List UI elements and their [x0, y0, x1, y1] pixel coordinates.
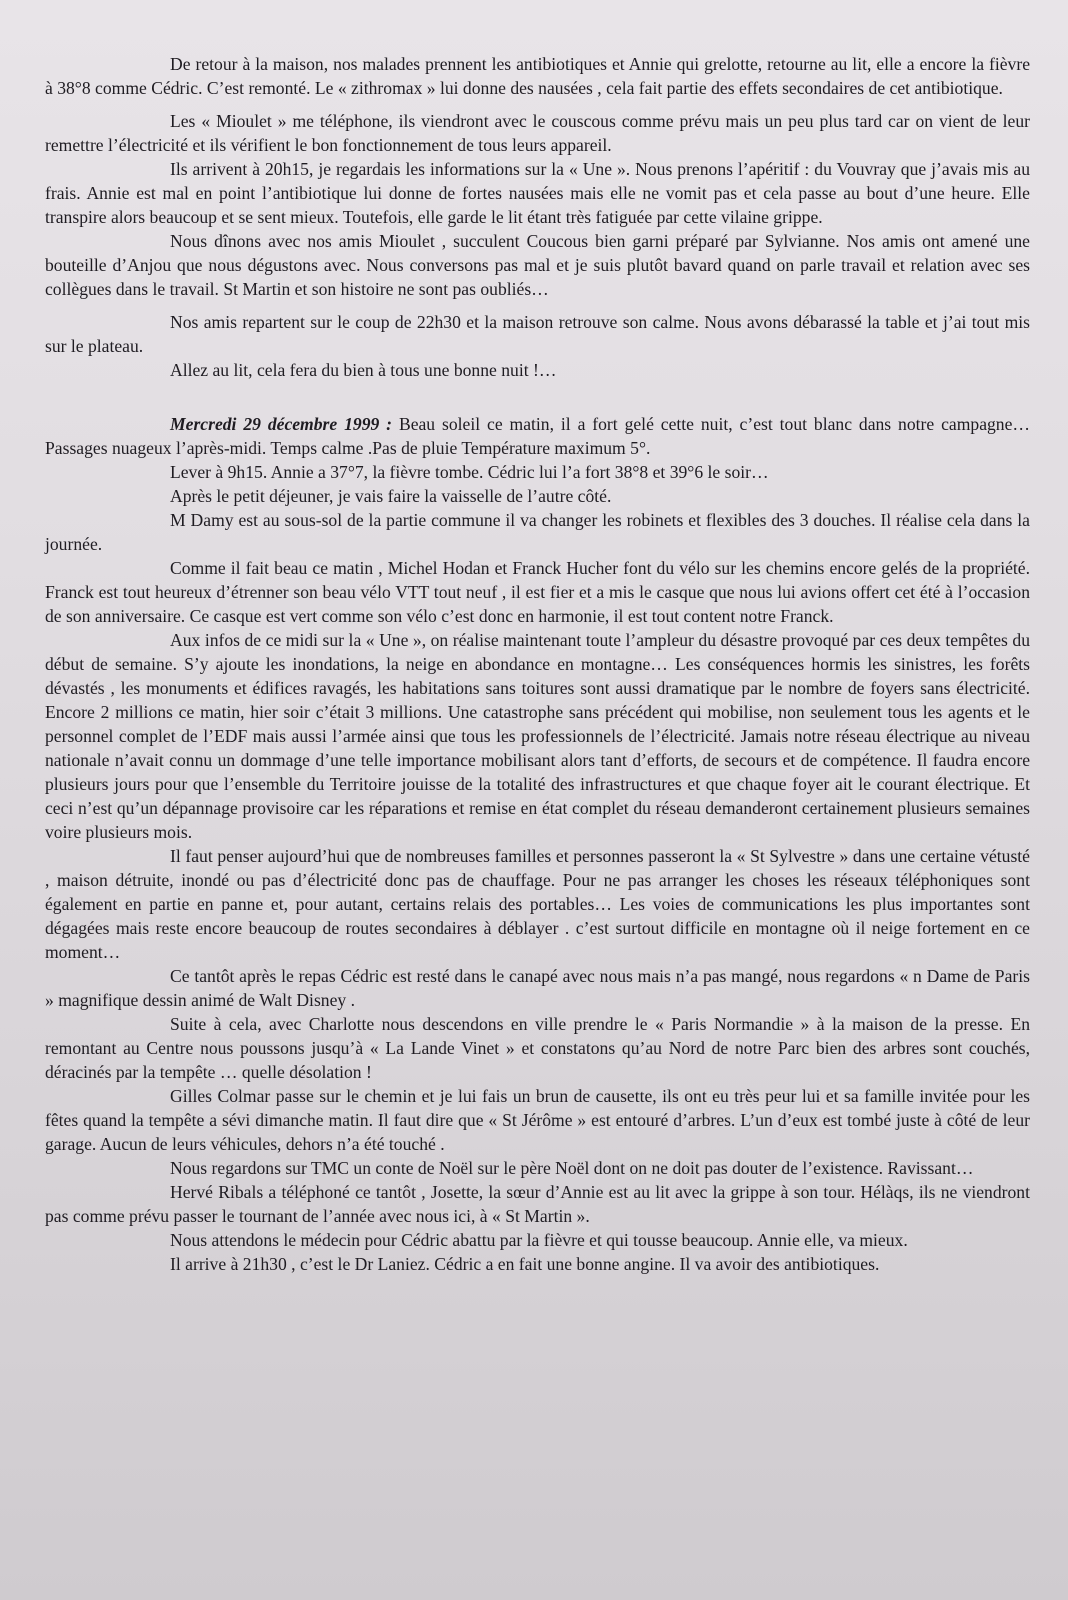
paragraph: Après le petit déjeuner, je vais faire la vaisselle de l’autre côté.: [170, 486, 612, 506]
paragraph: Aux infos de ce midi sur la « Une », on réalise maintenant toute l’ampleur du désastre provoqué par ces deux tempêtes du début de semaine. S’y ajoute les inondations, la neige en abondance en montagne… Les conséquences hormis les sinistres, les forêts dévastés , les monuments et édifices ravagés, les habitations sans toitures sont aussi dramatique par le nombre de foyers sans électricité. Encore 2 millions ce matin, hier soir c’était 3 millions. Une catastrophe sans précédent qui mobilise, non seulement tous les agents et le personnel complet de l’EDF mais aussi l’armée ainsi que tous les professionnels de l’électricité. Jamais notre réseau électrique au niveau nationale n’avait connu un dommage d’une telle importance mobilisant alors tant d’efforts, de secours et de compétence. Il faudra encore plusieurs jours pour que l’ensemble du Territoire jouisse de la totalité des infrastructures et que chaque foyer ait le courant électrique. Et ceci n’est qu’un dépannage provisoire car les réparations et remise en état complet du réseau demanderont certainement plusieurs semaines voire plusieurs mois.: [45, 630, 1030, 842]
paragraph: Ce tantôt après le repas Cédric est resté dans le canapé avec nous mais n’a pas mangé, nous regardons « n Dame de Paris » magnifique dessin animé de Walt Disney .: [45, 966, 1030, 1010]
paragraph: Nous dînons avec nos amis Mioulet , succulent Coucous bien garni préparé par Sylvianne. Nos amis ont amené une bouteille d’Anjou que nous dégustons avec. Nous conversons pas mal et je suis plutôt bavard quand on parle travail et relation avec ses collègues dans le travail. St Martin et son histoire ne sont pas oubliés…: [45, 231, 1030, 299]
paragraph: Gilles Colmar passe sur le chemin et je lui fais un brun de causette, ils ont eu très peur lui et sa famille invitée pour les fêtes quand la tempête a sévi dimanche matin. Il faut dire que « St Jérôme » est entouré d’arbres. L’un d’eux est tombé juste à côté de leur garage. Aucun de leurs véhicules, dehors n’a été touché .: [45, 1086, 1030, 1154]
document-body: [45, 52, 1030, 1276]
paragraph: Les « Mioulet » me téléphone, ils viendront avec le couscous comme prévu mais un peu plus tard car on vient de leur remettre l’électricité et ils vérifient le bon fonctionnement de tous leurs appareil.: [45, 111, 1030, 155]
paragraph: Il faut penser aujourd’hui que de nombreuses familles et personnes passeront la « St Sylvestre » dans une certaine vétusté , maison détruite, inondé ou pas d’électricité donc pas de chauffage. Pour ne pas arranger les choses les réseaux téléphoniques sont également en partie en panne et, pour autant, certains relais des portables… Les voies de communications les plus importantes sont dégagées mais reste encore beaucoup de routes secondaires à déblayer . c’est surtout difficile en montagne où il neige fortement en ce moment…: [45, 846, 1030, 962]
paragraph: Nous attendons le médecin pour Cédric abattu par la fièvre et qui tousse beaucoup. Annie elle, va mieux.: [170, 1230, 908, 1250]
paragraph: Hervé Ribals a téléphoné ce tantôt , Josette, la sœur d’Annie est au lit avec la grippe à son tour. Hélàqs, ils ne viendront pas comme prévu passer le tournant de l’année avec nous ici, à « St Martin ».: [45, 1182, 1030, 1226]
paragraph: Allez au lit, cela fera du bien à tous une bonne nuit !…: [170, 360, 557, 380]
paragraph: Comme il fait beau ce matin , Michel Hodan et Franck Hucher font du vélo sur les chemins encore gelés de la propriété. Franck est tout heureux d’étrenner son beau vélo VTT tout neuf , il est fier et a mis le casque que nous lui avions offert cet été à l’occasion de son anniversaire. Ce casque est vert comme son vélo c’est donc en harmonie, il est tout content notre Franck.: [45, 558, 1030, 626]
paragraph: M Damy est au sous-sol de la partie commune il va changer les robinets et flexibles des 3 douches. Il réalise cela dans la journée.: [45, 510, 1030, 554]
paragraph: Nos amis repartent sur le coup de 22h30 et la maison retrouve son calme. Nous avons débarassé la table et j’ai tout mis sur le plateau.: [45, 312, 1030, 356]
entry-first-paragraph: [45, 412, 1030, 460]
paragraph: Nous regardons sur TMC un conte de Noël sur le père Noël dont on ne doit pas douter de l’existence. Ravissant…: [170, 1158, 974, 1178]
paragraph: Il arrive à 21h30 , c’est le Dr Laniez. Cédric a en fait une bonne angine. Il va avoir des antibiotiques.: [170, 1254, 880, 1274]
entry-weather: Beau soleil ce matin, il a fort gelé cette nuit, c’est tout blanc dans notre campagne… Passages nuageux l’après-midi. Temps calme .Pas de pluie Température maximum 5°.: [45, 414, 1031, 458]
paragraph: De retour à la maison, nos malades prennent les antibiotiques et Annie qui grelotte, retourne au lit, elle a encore la fièvre à 38°8 comme Cédric. C’est remonté. Le « zithromax » lui donne des nausées , cela fait partie des effets secondaires de cet antibiotique.: [45, 54, 1030, 98]
entry-date: Mercredi 29 décembre 1999 :: [170, 414, 393, 434]
paragraph: Lever à 9h15. Annie a 37°7, la fièvre tombe. Cédric lui l’a fort 38°8 et 39°6 le soir…: [170, 462, 769, 482]
paragraph: Suite à cela, avec Charlotte nous descendons en ville prendre le « Paris Normandie » à la maison de la presse. En remontant au Centre nous poussons jusqu’à « La Lande Vinet » et constatons qu’au Nord de notre Parc bien des arbres sont couchés, déracinés par la tempête … quelle désolation !: [45, 1014, 1030, 1082]
paragraph: Ils arrivent à 20h15, je regardais les informations sur la « Une ». Nous prenons l’apéritif : du Vouvray que j’avais mis au frais. Annie est mal en point l’antibiotique lui donne de fortes nausées mais elle ne vomit pas et cela passe au bout d’une heure. Elle transpire alors beaucoup et se sent mieux. Toutefois, elle garde le lit étant très fatiguée par cette vilaine grippe.: [45, 159, 1030, 227]
